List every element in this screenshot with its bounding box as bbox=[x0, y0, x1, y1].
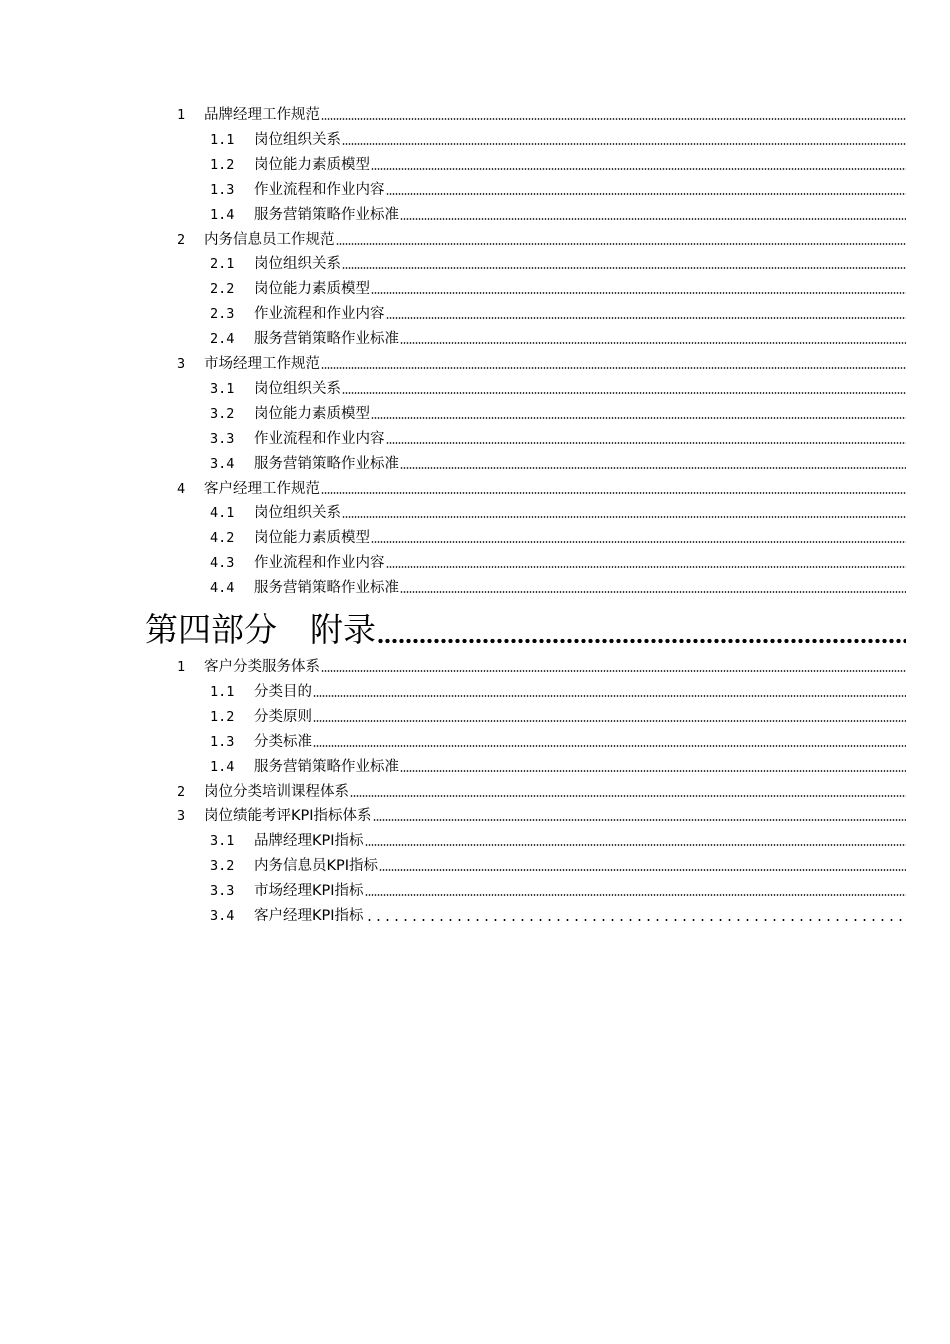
toc-entry[interactable] bbox=[210, 851, 906, 875]
dot-leader bbox=[321, 117, 906, 121]
dot-leader bbox=[321, 491, 906, 495]
dot-leader bbox=[386, 441, 907, 445]
toc-entry-number: 2 bbox=[177, 231, 186, 248]
toc-entry-title: 作业流程和作业内容 bbox=[254, 181, 385, 198]
toc-entry-number: 2.2 bbox=[210, 281, 235, 298]
toc-entry[interactable] bbox=[177, 652, 906, 676]
toc-entry[interactable] bbox=[210, 299, 906, 323]
toc-entry-number: 3.4 bbox=[210, 908, 235, 924]
toc-entry-title: 内务信息员工作规范 bbox=[204, 231, 335, 248]
dot-leader bbox=[350, 794, 906, 798]
toc-entry-title: 服务营销策略作业标准 bbox=[254, 758, 399, 775]
toc-entry[interactable] bbox=[210, 677, 906, 701]
toc-entry-title: 客户经理KPI指标 bbox=[254, 908, 364, 924]
dot-leader bbox=[313, 744, 906, 748]
dot-leader bbox=[371, 291, 906, 295]
toc-entry[interactable] bbox=[210, 399, 906, 423]
toc-entry[interactable] bbox=[210, 125, 906, 149]
toc-entry[interactable] bbox=[210, 901, 906, 925]
toc-entry-number: 3.3 bbox=[210, 883, 235, 900]
toc-entry-title: 岗位组织关系 bbox=[254, 131, 341, 148]
toc-entry[interactable] bbox=[177, 349, 906, 373]
toc-entry-number: 1.2 bbox=[210, 708, 235, 725]
dot-leader bbox=[365, 893, 906, 897]
toc-entry[interactable] bbox=[177, 225, 906, 249]
toc-entry-number: 3.1 bbox=[210, 380, 235, 397]
toc-entry-title: 客户经理工作规范 bbox=[204, 480, 320, 497]
dot-leader bbox=[371, 416, 906, 420]
dot-leader bbox=[379, 868, 906, 872]
dot-leader bbox=[342, 391, 906, 395]
dot-leader bbox=[342, 142, 906, 146]
toc-entry-title: 内务信息员KPI指标 bbox=[254, 858, 379, 875]
toc-entry[interactable] bbox=[177, 777, 906, 801]
dot-leader bbox=[400, 341, 906, 345]
dot-leader bbox=[365, 918, 906, 922]
toc-entry-title: 岗位组织关系 bbox=[254, 505, 341, 522]
toc-entry-title: 分类标准 bbox=[254, 733, 312, 750]
toc-entry[interactable] bbox=[177, 474, 906, 498]
toc-entry-number: 4.1 bbox=[210, 505, 235, 522]
dot-leader bbox=[373, 818, 906, 822]
toc-entry-title: 作业流程和作业内容 bbox=[254, 306, 385, 323]
toc-entry[interactable] bbox=[210, 727, 906, 751]
dot-leader bbox=[400, 466, 906, 470]
toc-entry-number: 4 bbox=[177, 480, 186, 497]
toc-entry[interactable] bbox=[210, 523, 906, 547]
toc-entry-title: 市场经理工作规范 bbox=[204, 356, 320, 372]
toc-entry[interactable] bbox=[210, 175, 906, 199]
dot-leader bbox=[365, 843, 906, 847]
toc-entry-title: 品牌经理工作规范 bbox=[204, 107, 320, 123]
toc-entry[interactable] bbox=[210, 548, 906, 572]
toc-entry[interactable] bbox=[210, 752, 906, 776]
toc-entry-number: 1.3 bbox=[210, 181, 235, 198]
dot-leader bbox=[342, 266, 906, 270]
toc-entry[interactable] bbox=[210, 200, 906, 224]
toc-entry-title: 分类目的 bbox=[254, 683, 312, 700]
toc-entry-title: 岗位能力素质模型 bbox=[254, 530, 370, 547]
toc-entry-title: 第四部分 附录 bbox=[145, 610, 376, 649]
toc-entry-title: 服务营销策略作业标准 bbox=[254, 580, 399, 597]
toc-entry[interactable] bbox=[210, 150, 906, 174]
toc-entry[interactable] bbox=[210, 702, 906, 726]
toc-entry-number: 1.4 bbox=[210, 758, 235, 775]
toc-entry-number: 3 bbox=[177, 356, 186, 372]
dot-leader bbox=[400, 217, 906, 221]
toc-entry-title: 作业流程和作业内容 bbox=[254, 430, 385, 447]
toc-entry-number: 3.3 bbox=[210, 430, 235, 447]
toc-entry[interactable] bbox=[210, 324, 906, 348]
dot-leader bbox=[377, 638, 906, 644]
toc-entry[interactable] bbox=[210, 374, 906, 398]
toc-entry-title: 岗位组织关系 bbox=[254, 380, 341, 397]
toc-entry-title: 作业流程和作业内容 bbox=[254, 555, 385, 572]
toc-entry-number: 2 bbox=[177, 783, 186, 800]
toc-entry-title: 市场经理KPI指标 bbox=[254, 883, 364, 900]
toc-entry[interactable] bbox=[210, 249, 906, 273]
dot-leader bbox=[371, 167, 906, 171]
toc-entry[interactable] bbox=[210, 449, 906, 473]
toc-entry-number: 4.3 bbox=[210, 555, 235, 572]
toc-entry-number: 1.1 bbox=[210, 131, 235, 148]
toc-entry-number: 1 bbox=[177, 107, 186, 123]
toc-entry-number: 4.2 bbox=[210, 530, 235, 547]
toc-entry[interactable] bbox=[210, 876, 906, 900]
toc-entry-title: 岗位分类培训课程体系 bbox=[204, 783, 349, 800]
toc-entry-number: 1.1 bbox=[210, 683, 235, 700]
dot-leader bbox=[313, 694, 906, 698]
toc-entry-number: 3.4 bbox=[210, 455, 235, 472]
dot-leader bbox=[336, 242, 907, 246]
dot-leader bbox=[342, 515, 906, 519]
toc-entry[interactable] bbox=[210, 274, 906, 298]
dot-leader bbox=[400, 590, 906, 594]
toc-entry-title: 客户分类服务体系 bbox=[204, 659, 320, 675]
toc-entry-number: 1.4 bbox=[210, 206, 235, 223]
dot-leader bbox=[321, 669, 906, 673]
toc-entry-number: 3.2 bbox=[210, 858, 235, 875]
toc-entry-title: 岗位绩能考评KPI指标体系 bbox=[204, 808, 372, 825]
dot-leader bbox=[400, 769, 906, 773]
toc-entry-number: 2.4 bbox=[210, 331, 235, 348]
toc-part-heading[interactable] bbox=[145, 606, 906, 650]
toc-entry[interactable] bbox=[177, 801, 906, 825]
dot-leader bbox=[371, 540, 906, 544]
toc-entry-number: 3.2 bbox=[210, 405, 235, 422]
toc-entry[interactable] bbox=[210, 573, 906, 597]
dot-leader bbox=[386, 565, 907, 569]
toc-entry-number: 3 bbox=[177, 808, 186, 825]
toc-entry-title: 服务营销策略作业标准 bbox=[254, 455, 399, 472]
toc-entry-number: 2.3 bbox=[210, 306, 235, 323]
dot-leader bbox=[386, 316, 907, 320]
toc-entry-number: 1.3 bbox=[210, 733, 235, 750]
dot-leader bbox=[313, 719, 906, 723]
toc-entry-number: 1 bbox=[177, 659, 186, 675]
toc-entry-title: 岗位组织关系 bbox=[254, 256, 341, 273]
toc-entry-title: 品牌经理KPI指标 bbox=[254, 833, 364, 850]
dot-leader bbox=[386, 192, 907, 196]
toc-entry-number: 4.4 bbox=[210, 580, 235, 597]
toc-entry-title: 岗位能力素质模型 bbox=[254, 156, 370, 173]
toc-entry[interactable] bbox=[177, 100, 906, 124]
toc-entry-title: 岗位能力素质模型 bbox=[254, 405, 370, 422]
toc-entry[interactable] bbox=[210, 498, 906, 522]
dot-leader bbox=[321, 366, 906, 370]
toc-entry[interactable] bbox=[210, 424, 906, 448]
toc-entry[interactable] bbox=[210, 826, 906, 850]
toc-entry-title: 服务营销策略作业标准 bbox=[254, 206, 399, 223]
toc-entry-title: 分类原则 bbox=[254, 708, 312, 725]
toc-entry-number: 2.1 bbox=[210, 256, 235, 273]
toc-entry-number: 1.2 bbox=[210, 156, 235, 173]
toc-entry-title: 岗位能力素质模型 bbox=[254, 281, 370, 298]
toc-entry-title: 服务营销策略作业标准 bbox=[254, 331, 399, 348]
toc-entry-number: 3.1 bbox=[210, 833, 235, 850]
